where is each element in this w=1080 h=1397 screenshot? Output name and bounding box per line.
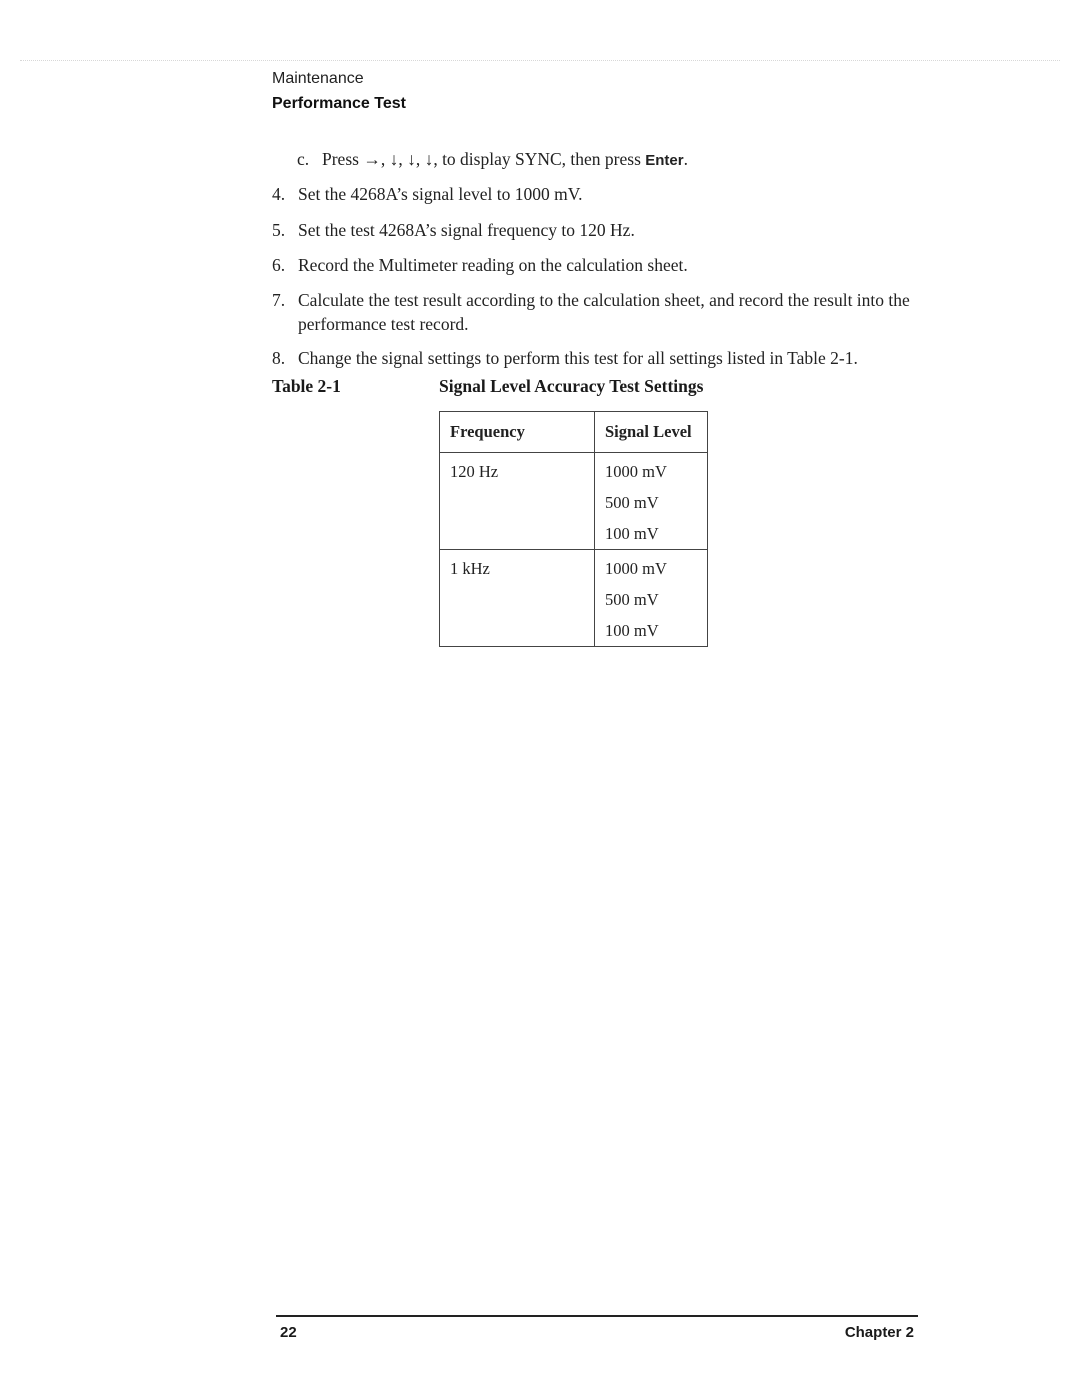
page-number: 22: [280, 1324, 297, 1341]
table-row: [440, 615, 708, 647]
step-number: 6.: [272, 255, 286, 275]
table-row: [440, 584, 708, 615]
step-number: 8.: [272, 348, 286, 368]
step-number: 5.: [272, 220, 286, 240]
table-row: [440, 518, 708, 550]
settings-table: [439, 411, 708, 647]
table-row: [440, 487, 708, 518]
step-text: [322, 147, 947, 173]
step-number: 4.: [272, 184, 286, 204]
table-group-120hz: [440, 453, 708, 550]
frequency-cell: 1 kHz: [440, 550, 595, 585]
level-cell: 500 mV: [595, 584, 708, 615]
frequency-cell-empty: [440, 518, 595, 550]
table-row: [440, 453, 708, 488]
level-cell: 1000 mV: [595, 453, 708, 488]
table-row: [440, 550, 708, 585]
step-number: 7.: [272, 290, 286, 310]
step-text: Record the Multimeter reading on the calculation sheet.: [298, 255, 688, 275]
table-header-row: [440, 412, 708, 453]
step-text-after: .: [683, 149, 688, 169]
step-number: c.: [297, 149, 310, 169]
step-6: [272, 253, 922, 277]
level-cell: 1000 mV: [595, 550, 708, 585]
frequency-cell-empty: [440, 615, 595, 647]
table-group-1khz: [440, 550, 708, 647]
step-8: [272, 346, 922, 370]
step-text: Set the 4268A’s signal level to 1000 mV.: [298, 184, 583, 204]
frequency-cell: 120 Hz: [440, 453, 595, 488]
frequency-cell-empty: [440, 584, 595, 615]
level-cell: 100 mV: [595, 518, 708, 550]
step-text: Calculate the test result according to the calculation sheet, and record the result into the performance test record.: [298, 290, 910, 334]
scan-border-line: [20, 60, 1060, 61]
section-header: Maintenance: [272, 70, 364, 87]
step-text: Change the signal settings to perform this test for all settings listed in Table 2-1.: [298, 348, 858, 368]
step-5: [272, 218, 922, 242]
level-cell: 500 mV: [595, 487, 708, 518]
step-text-before: Press →, ↓, ↓, ↓, to display SYNC, then press: [322, 149, 646, 169]
table-title: Signal Level Accuracy Test Settings: [439, 376, 704, 396]
enter-key-label: Enter: [645, 152, 684, 169]
chapter-label: Chapter 2: [844, 1324, 914, 1341]
step-7: [272, 288, 922, 336]
header-frequency: Frequency: [440, 412, 595, 453]
step-text: Set the test 4268A’s signal frequency to 120 Hz.: [298, 220, 635, 240]
level-cell: 100 mV: [595, 615, 708, 647]
header-signal-level: Signal Level: [595, 412, 708, 453]
step-c: [297, 147, 947, 173]
table-number: Table 2-1: [272, 376, 341, 396]
page-title: Performance Test: [272, 95, 406, 112]
step-4: [272, 182, 922, 206]
footer-rule: [276, 1315, 918, 1317]
frequency-cell-empty: [440, 487, 595, 518]
